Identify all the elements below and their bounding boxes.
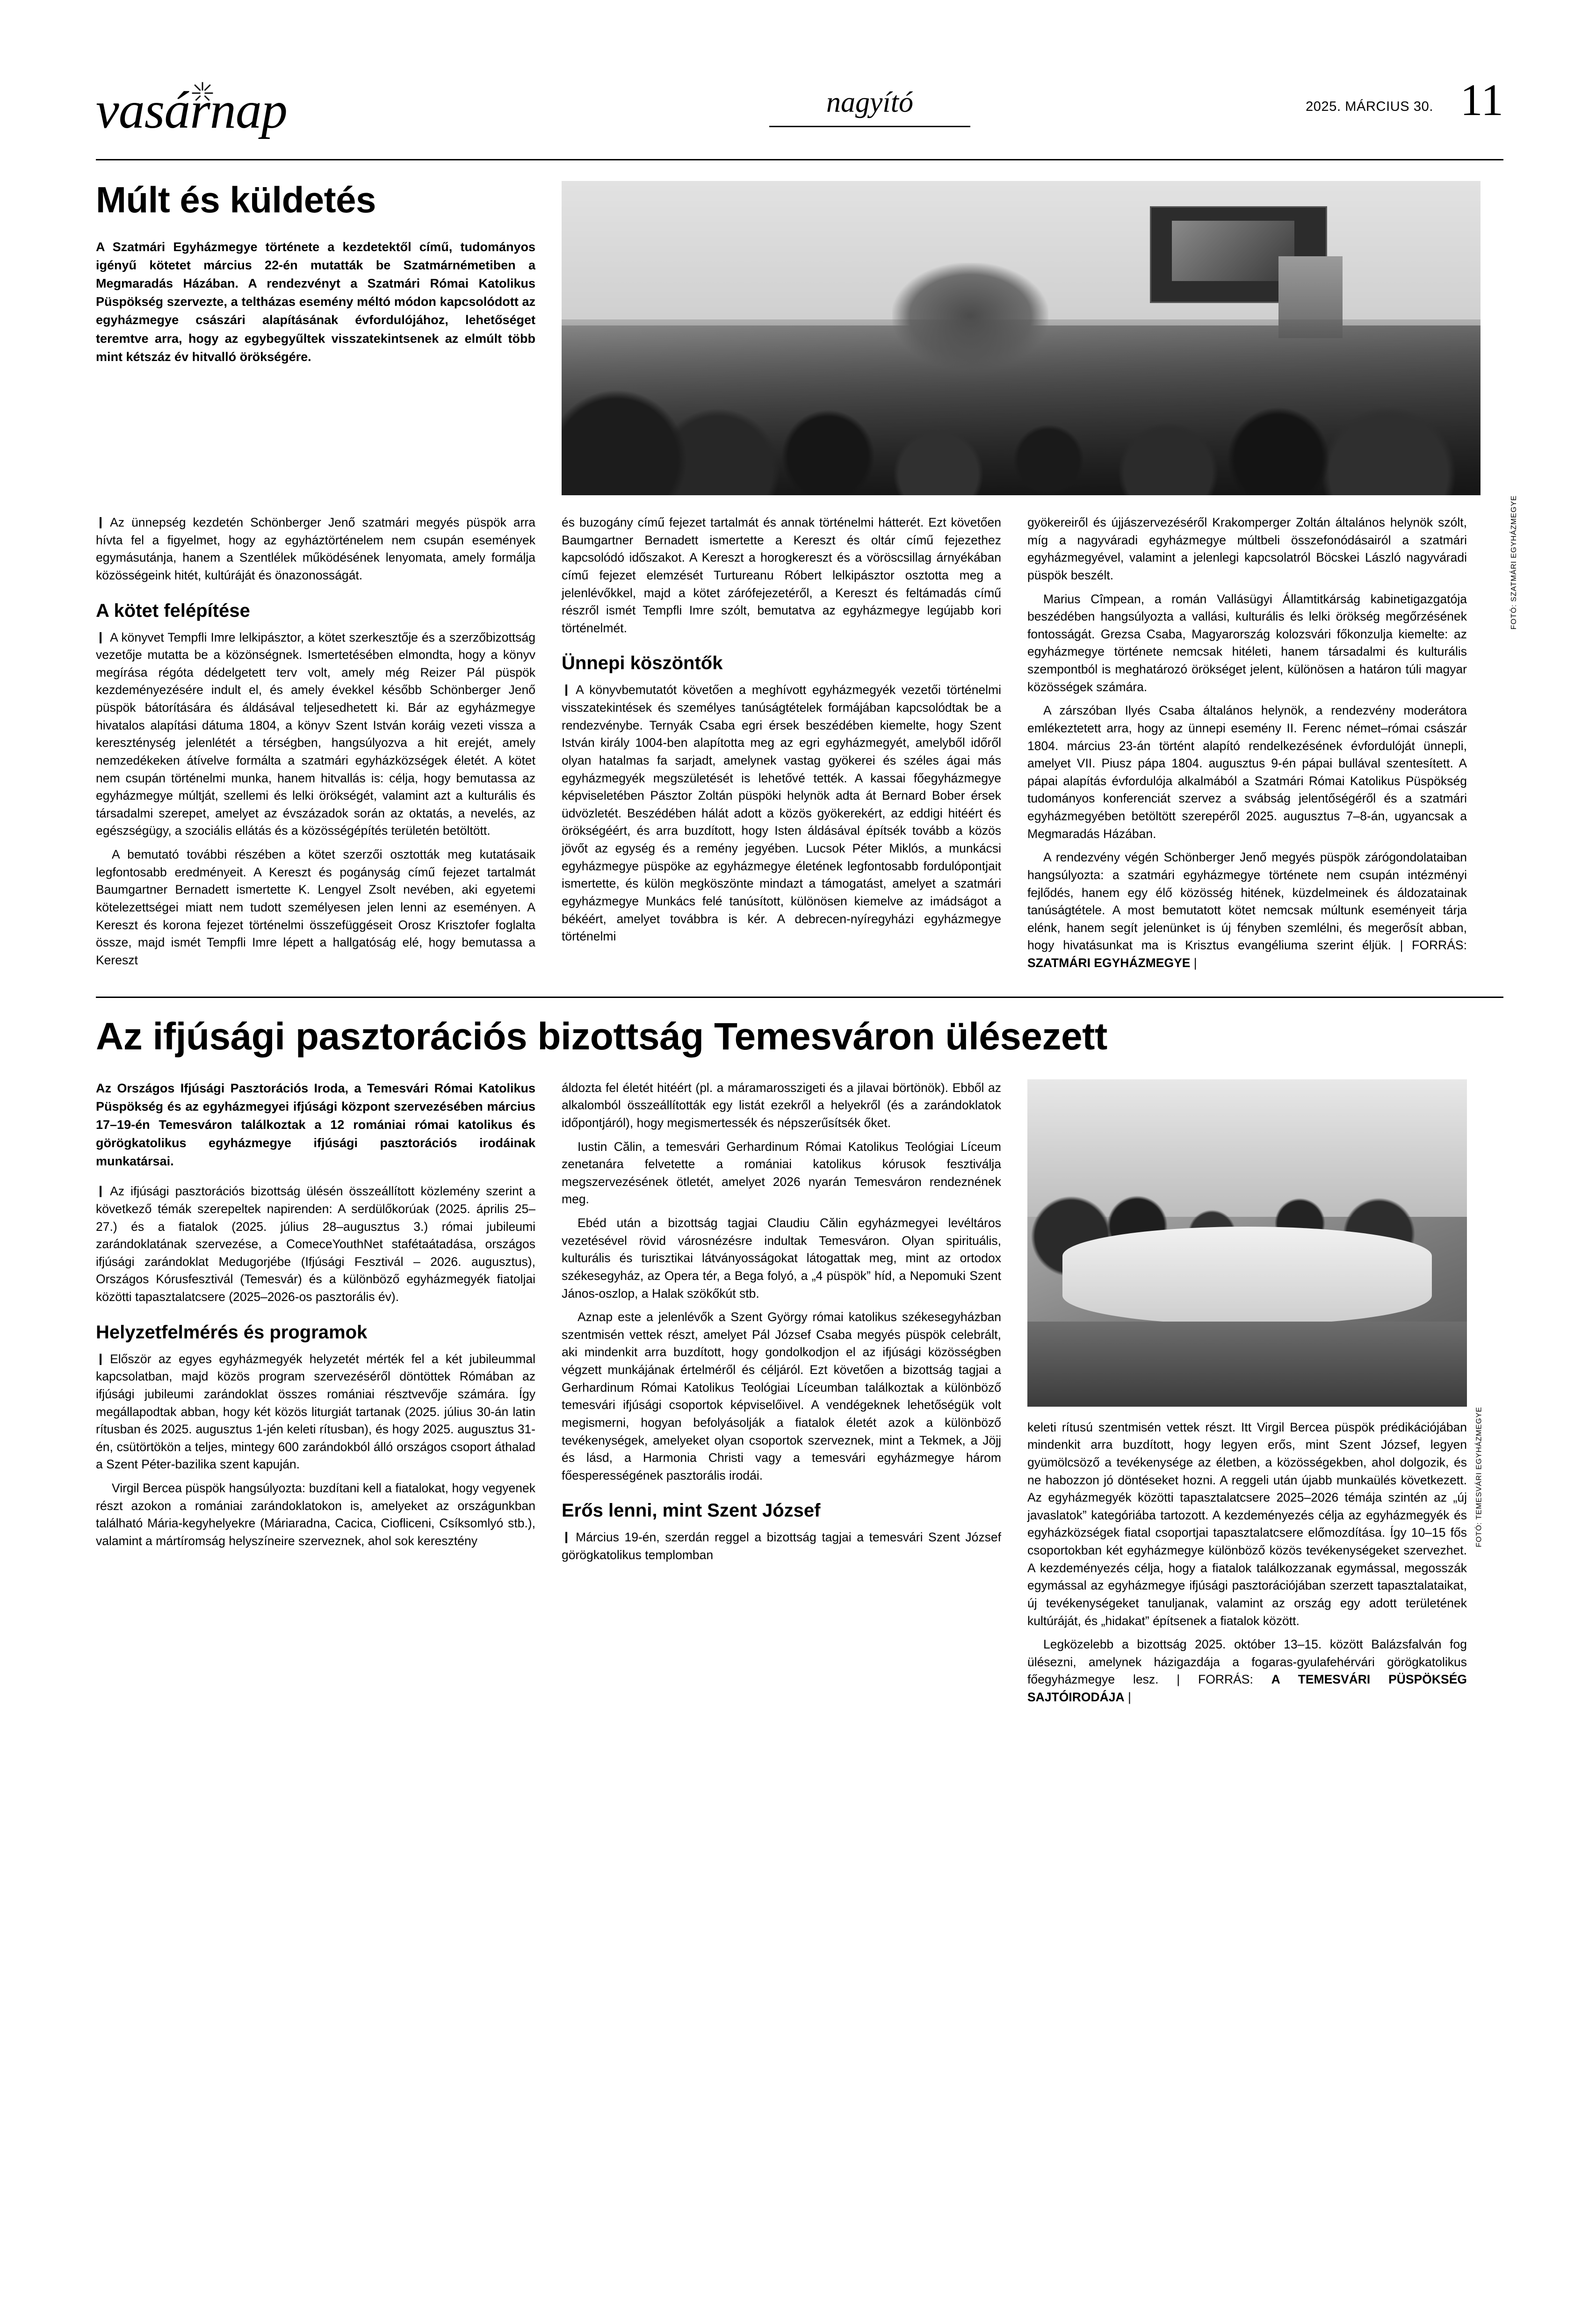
article2-lead: Az Országos Ifjúsági Pasztorációs Iroda, a Temesvári Római Katolikus Püspökség és az egyházmegyei ifjúsági központ szervezésében március 17–19-én Temesváron találkoztak a 12 romániai római katolikus és görögkatolikus egyházmegye ifjúsági pasztorációs irodáinak munkatársai. [96,1081,535,1169]
article1-col3-p1: gyökereiről és újjászervezéséről Krakomperger Zoltán általános helynök szólt, míg a nagyváradi egyházmegye múltbeli összefonódásairól a szatmári egyházmegyével, valamint a jelenlegi kapcsolatról Böcskei László nagyváradi püspök beszélt. [1027,515,1467,582]
article1-col3-p4 [1027,849,1467,972]
page-content [96,70,1518,1706]
article1-photo [562,181,1480,495]
audience-crowd [562,319,1480,495]
article2-source-suffix: | [1124,1690,1131,1704]
article2-subhead-strong-like-joseph: Erős lenni, mint Szent József [562,1500,821,1521]
article1-column-1 [96,514,535,972]
article1-col2-p1: és buzogány című fejezet tartalmát és annak történelmi hátterét. Ezt követően Baumgartner Bernadett ismertette a Kereszt és oltár című fejezethez kapcsolódó időszakot. A Kereszt a horogkereszt és a vöröscsillag árnyékában című fejezet elemzését Turtureanu Róbert lelkipásztor osztotta meg a jelenlévőkkel, majd a kötet zárófejezetéről, a Kereszt és feltámadás című részről ismét Tempfli Imre szólt, bemutatva az egyházmegye legújabb kori történelmét. [562,515,1001,635]
article2-column-1 [96,1079,535,1706]
article1-col1-p1: ❙ Az ünnepség kezdetén Schönberger Jenő szatmári megyés püspök arra hívta fel a figyelmet, hogy az egyháztörténelem nem csupán események egymásutánja, hanem a Szentlélek működésének lenyomata, amely formálja közösségeink hitét, kultúráját és önazonosságát. [96,514,535,585]
article1-headline: Múlt és küldetés [96,179,376,220]
article2-column-3 [1027,1079,1483,1706]
article2-headline: Az ifjúsági pasztorációs bizottság Temesváron ülésezett [96,1015,1107,1058]
article1-col2-p2: ❙ A könyvbemutatót követően a meghívott egyházmegyék vezetői történelmi visszatekintések és személyes tanúságtételek formájában kapcsolódtak be a rendezvénybe. Ternyák Csaba egri érsek beszédében kiemelte, hogy Szent István király 1004-ben alapította meg az egri egyházmegyét, amelyből időről olyan hatalmas fa sarjadt, amelynek vastag gyökerei és széles ágai más egyházmegyék megszületését is lehetővé tették. A kassai főegyházmegye képviseletében Pásztor Zoltán püspöki helynök adta át Bernard Bober érsek üdvözletét. Beszédében hálát adott a közös gyökerekért, az eddigi hitéért és örökségéért, és arra buzdított, hogy Isten áldásával építsék tovább a közös jövőt az egység és a remény jegyében. Lucsok Péter Miklós, a munkácsi egyházmegye püspöke az egyházmegye életének legfontosabb fordulópontjait ismertette, és külön megköszönte mindazt a támogatást, amelyet a szatmári egyházmegye Munkács felé tanúsított, különösen kiemelve az imádságot a békéért, amelyet továbbra is kér. A debrecen-nyíregyházi egyházmegye történelmi [562,681,1001,945]
article2-columns [96,1079,1503,1706]
article1-intro-column [96,181,535,495]
masthead [96,70,1503,160]
article1-source-prefix: | FORRÁS: [1400,938,1467,953]
article1-column-3 [1027,514,1467,972]
article-youth-pastoral-committee [96,1015,1503,1706]
section-label-text: nagyító [826,87,913,118]
article2-col1-p1: ❙ Az ifjúsági pasztorációs bizottság ülésén összeállított közlemény szerint a következő témák szerepeltek napirenden: A serdülőkorúak (2025. április 25–27.) és a fiatalok (2025. július 28–augusztus 3.) római jubileumi zarándoklatának szervezése, a ComeceYouthNet stafétaátadása, országos ifjúsági zarándoklat Medugorjébe (Ifjúsági Fesztivál – 2026. augusztus), Országos Kórusfesztivál (Temesvár) és a különböző egyházmegyék fiatoljai közötti tapasztalatcsere (2025–2026-os pasztorális év). [96,1183,535,1306]
article2-source: A TEMESVÁRI PÜSPÖKSÉG SAJTÓIRODÁJA [1027,1672,1467,1704]
article1-col1-p2: ❙ A könyvet Tempfli Imre lelkipásztor, a kötet szerkesztője és a szerzőbizottság vezetője mutatta be a közönségnek. Ismertetésében elmondta, hogy a könyv megírása régóta dédelgetett terv volt, amely még Reizer Pál püspök kezdeményezésére indult el, és amely évekkel később Schönberger Jenő püspök bátorítására és áldásával teljesedhetett ki. Bár az egyházmegye hivatalos alapítási dátuma 1804, a könyv Szent István koráig vezeti vissza a kereszténység jelenlétét a térségben, hangsúlyozva a hit erejét, amely nemzedékeken átívelve formálta a szatmári egyházközségek életét. A kötet nem csupán történelmi munka, hanem hitvallás is: célja, hogy bemutassa az egyházmegye múltját, szellemi és lelki örökségét, valamint azt a kulturális és társadalmi szerepet, amelyet az évszázadok során az oktatás, a nevelés, az egészségügy, a szociális ellátás és a közösségépítés területén betöltött. [96,629,535,840]
article1-source: SZATMÁRI EGYHÁZMEGYE [1027,956,1191,970]
photo2-conference-table [1062,1227,1432,1325]
article2-col3-p1: keleti rítusú szentmisén vettek részt. Itt Virgil Bercea püspök prédikációjában mindenkit arra buzdított, hogy legyen erős, mint Szent József, legyen gyümölcsöző a tevékenysége az életben, a közösségekben, ahol dolgozik, és ne habozzon jó döntéseket hozni. A reggeli után újabb munkaülés következett. Az egyházmegyék közötti tapasztalatcsere 2025–2026 témája szintén az „új javaslatok” kategóriába tartozott. A kezdeményezés célja az egyházmegyék és egyházközségek fiatal csoportjai tapasztalatcsere előmozdítása. Így 10–15 fős csoportokban két egyházmegye különböző közös tevékenységeket szervezhet. A kezdeményezés célja, hogy a fiatalok találkozzanak egymással, megosszák egymással az egyházmegye ifjúsági pasztorációjában szerzett tapasztalataikat, új tevékenységeket tanuljanak, valamint az ország egy adott területének kultúráját, és „hidakat” építsenek a fiatalok között. [1027,1420,1467,1628]
article1-col3-p4-text: A rendezvény végén Schönberger Jenő megyés püspök zárógondolataiban hangsúlyozta: a szatmári egyházmegye története nem csupán intézményi fejlődés, hanem egy élő közösség hitének, küzdelmeinek és áldozatainak tanúságtétele. A most bemutatott kötet nemcsak múltunk eseményeit tárja elénk, hanem segít jelenünket is új fényben szemlélni, és megerősít abban, hogy hivatásunkat ma is Krisztus evangéliuma szerint éljük. [1027,850,1467,953]
article2-col2-p3: Ebéd után a bizottság tagjai Claudiu Călin egyházmegyei levéltáros vezetésével rövid városnézésre indultak Temesváron. Olyan spirituális, kulturális és turisztikai látványosságokat látogattak meg, mint az ortodox székesegyház, az Opera tér, a Bega folyó, a „4 püspök” híd, a Nepomuki Szent János-oszlop, a Halak szökőkút stb. [562,1216,1001,1301]
article2-photo-credit: FOTÓ: TEMESVÁRI EGYHÁZMEGYE [1475,1406,1483,1547]
article2-col3-p2 [1027,1636,1467,1706]
article1-columns [96,514,1503,972]
article1-photo-credit: FOTÓ: SZATMÁRI EGYHÁZMEGYE [1510,495,1518,630]
article2-subhead-assessment: Helyzetfelmérés és programok [96,1322,368,1343]
article2-col1-p2: ❙ Először az egyes egyházmegyék helyzetét mérték fel a két jubileummal kapcsolatban, majd közös program szervezéséről döntöttek Rómában az ifjúsági jubileumi zarándoklat összes romániai résztvevője számára. Így megállapodtak abban, hogy két közös liturgiát tartanak (2025. július 30-án latin rítusban és 2025. augusztus 1-jén keleti rítusban), és hogy 2025. augusztus 31-én, csütörtökön a teljes, mintegy 600 zarándokból álló országos csoport áthalad a Szent Péter-bazilika szent kapuján. [96,1351,535,1474]
article1-lead: A Szatmári Egyházmegye története a kezdetektől című, tudományos igényű kötetet március 22-én mutatták be Szatmárnémetiben a Megmaradás Házában. A rendezvényt a Szatmári Római Katolikus Püspökség szervezte, a teltházas esemény méltó módon kapcsolódott az egyházmegye császári alapításának évfordulójához, lehetőséget teremtve arra, hogy az egybegyűltek visszatekintsenek az elmúlt több mint kétszáz év hitvalló örökségére. [96,239,535,364]
article2-column-2 [562,1079,1001,1706]
article1-col1-p3: A bemutató további részében a kötet szerzői osztották meg kutatásaik legfontosabb eredményeit. A Kereszt és pogányság című fejezet tartalmát Baumgartner Bernadett ismertette K. Lengyel Zsolt nevében, aki egyetemi kötelezettségei miatt nem tudott személyesen jelen lenni az eseményen. A Kereszt és korona fejezet történelmi összefüggéseit Orosz Krisztofer foglalta össze, majd ismét Tempfli Imre lépett a hallgatóság elé, hogy bemutassa a Kereszt [96,847,535,967]
article2-source-prefix: | FORRÁS: [1177,1672,1271,1687]
issue-date: 2025. MÁRCIUS 30. [1306,99,1433,114]
article1-col3-p2: Marius Cîmpean, a román Vallásügyi Államtitkárság kabinetigazgatója beszédében hangsúlyozta a vallási, kulturális és lelki örökség megőrzésének fontosságát. Grezsa Csaba, Magyarország kolozsvári főkonzulja kiemelte: az egyházmegye története nemcsak hitéleti, hanem társadalmi és kulturális szempontból is meghatározó örökséget jelent, különösen a határon túli magyar közösségek számára. [1027,592,1467,694]
page-number: 11 [1460,75,1503,125]
article1-subhead-greetings: Ünnepi köszöntők [562,653,723,674]
article1-column-2 [562,514,1001,972]
article2-col1-p3: Virgil Bercea püspök hangsúlyozta: buzdítani kell a fiatalokat, hogy vegyenek részt azokon a romániai zarándoklatokon is, amelyeket az országunkban található Mária-kegyhelyekre (Máriaradna, Cacica, Ciofliceni, Csíksomlyó stb.), valamint a mártíromság helyszíneire szerveznek, ahol sok keresztény [96,1481,535,1548]
article2-col2-p1: áldozta fel életét hitéért (pl. a máramarosszigeti és a jilavai börtönök). Ebből az alkalomból összeállították egy listát ezekről a helyekről (és a zarándoklatok időpontjáról), hogy megismertessék és népszerűsítsék őket. [562,1080,1001,1130]
article2-col3-p2-text: Legközelebb a bizottság 2025. október 13–15. között Balázsfalván fog ülésezni, amelynek házigazdája a fogaras-gyulafehérvári görögkatolikus főegyházmegye lesz. [1027,1637,1467,1687]
article2-col2-p2: Iustin Călin, a temesvári Gerhardinum Római Katolikus Teológiai Líceum zenetanára felvetette a romániai katolikus kórusok fesztiválja megszervezésének ötletét, amelyet 2026 nyarán Temesváron rendeznének meg. [562,1139,1001,1207]
section-label [769,86,970,127]
photo2-floor [1027,1322,1467,1407]
article1-source-suffix: | [1190,956,1197,970]
article1-subhead-structure: A kötet felépítése [96,600,250,621]
article1-col3-p3: A zárszóban Ilyés Csaba általános helynök, a rendezvény moderátora emlékeztetett arra, hogy az ünnepi esemény II. Ferenc német–római császár 1804. március 23-án történt alapító rendelkezésének évfordulóját ünnepli, amelyet VII. Piusz pápa 1804. augusztus 9-én pápai bullával szentesített. A pápai alapítás évfordulója alkalmából a Szatmári Római Katolikus Püspökség tudományos konferenciát szervez a svábság jelentőségéről és a szatmári egyházmegyében betöltött szerepéről 2025. augusztus 7–8-án, ugyancsak a Megmaradás Házában. [1027,703,1467,841]
masthead-title: vasárnap [96,81,287,139]
section-divider [96,997,1503,998]
article-past-and-mission [96,179,1518,972]
article2-col2-p5: ❙ Március 19-én, szerdán reggel a bizottság tagjai a temesvári Szent József görögkatolikus templomban [562,1529,1001,1564]
article2-col2-p4: Aznap este a jelenlévők a Szent György római katolikus székesegyházban szentmisén vettek részt, amelyet Pál József Csaba megyés püspök celebrált, aki mindenkit arra buzdított, hogy gondolkodjon el az ifjúsági közösségben végzett munkájának értelméről és céljáról. Ezt követően a bizottság tagjai a Gerhardinum Római Katolikus Teológiai Líceumban találkoztak a különböző temesvári ifjúsági csoportok képviselőivel. A vendégeknek lehetőségük volt megismerni, hogyan befolyásolják a fiatalok életét azok a különböző tevékenységek, amelyeket olyan csoportok szerveznek, mint a Tekmek, a Jöjj és lásd, a Harmonia Christi vagy a temesvári egyházmegye három főesperességének pasztorális irodái. [562,1310,1001,1482]
